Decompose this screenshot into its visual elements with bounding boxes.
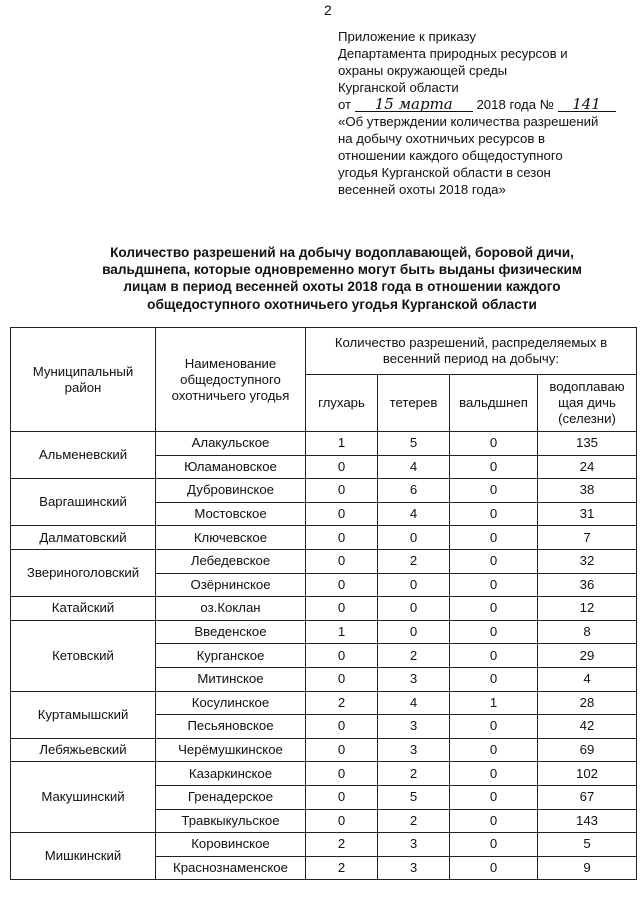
ground-cell: Мостовское — [156, 502, 306, 526]
appendix-line: Приложение к приказу — [338, 29, 477, 44]
subject-line: на добычу охотничьих ресурсов в — [338, 131, 545, 146]
header-waterfowl: водоплаваю щая дичь (селезни) — [538, 375, 637, 432]
appendix-block — [338, 28, 638, 198]
black-grouse-cell: 3 — [378, 715, 450, 739]
black-grouse-cell: 4 — [378, 691, 450, 715]
woodcock-cell: 0 — [450, 738, 538, 762]
black-grouse-cell: 2 — [378, 644, 450, 668]
table-body — [11, 432, 637, 880]
ground-cell: Озёрнинское — [156, 573, 306, 597]
title-line: вальдшнепа, которые одновременно могут быть выданы физическим — [102, 262, 582, 278]
black-grouse-cell: 0 — [378, 597, 450, 621]
capercaillie-cell: 0 — [306, 738, 378, 762]
ground-cell: Введенское — [156, 620, 306, 644]
waterfowl-cell: 8 — [538, 620, 637, 644]
table-row — [11, 479, 637, 503]
title-line: общедоступного охотничьего угодья Курганской области — [147, 296, 537, 312]
black-grouse-cell: 2 — [378, 809, 450, 833]
black-grouse-cell: 4 — [378, 502, 450, 526]
table-row — [11, 526, 637, 550]
woodcock-cell: 0 — [450, 502, 538, 526]
waterfowl-cell: 24 — [538, 455, 637, 479]
black-grouse-cell: 3 — [378, 738, 450, 762]
district-cell: Макушинский — [11, 762, 156, 833]
ground-cell: Песьяновское — [156, 715, 306, 739]
district-cell: Альменевский — [11, 432, 156, 479]
capercaillie-cell: 1 — [306, 432, 378, 456]
capercaillie-cell: 0 — [306, 762, 378, 786]
woodcock-cell: 0 — [450, 432, 538, 456]
title-line: Количество разрешений на добычу водоплавающей, боровой дичи, — [110, 245, 574, 260]
woodcock-cell: 0 — [450, 644, 538, 668]
woodcock-cell: 0 — [450, 620, 538, 644]
waterfowl-cell: 32 — [538, 549, 637, 573]
capercaillie-cell: 0 — [306, 455, 378, 479]
date-year: 2018 года № — [476, 97, 554, 112]
table-row — [11, 762, 637, 786]
black-grouse-cell: 2 — [378, 549, 450, 573]
waterfowl-cell: 69 — [538, 738, 637, 762]
black-grouse-cell: 6 — [378, 479, 450, 503]
appendix-line: Департамента природных ресурсов и — [338, 46, 568, 61]
ground-cell: Дубровинское — [156, 479, 306, 503]
woodcock-cell: 0 — [450, 715, 538, 739]
black-grouse-cell: 2 — [378, 762, 450, 786]
table-row — [11, 691, 637, 715]
table-row — [11, 738, 637, 762]
woodcock-cell: 1 — [450, 691, 538, 715]
waterfowl-cell: 143 — [538, 809, 637, 833]
capercaillie-cell: 0 — [306, 573, 378, 597]
district-cell: Мишкинский — [11, 833, 156, 880]
capercaillie-cell: 0 — [306, 549, 378, 573]
black-grouse-cell: 0 — [378, 526, 450, 550]
date-prefix: от — [338, 97, 352, 112]
ground-cell: Коровинское — [156, 833, 306, 857]
capercaillie-cell: 0 — [306, 644, 378, 668]
waterfowl-cell: 12 — [538, 597, 637, 621]
header-ground: Наименование общедоступного охотничьего угодья — [156, 328, 306, 432]
black-grouse-cell: 5 — [378, 785, 450, 809]
table-row — [11, 549, 637, 573]
woodcock-cell: 0 — [450, 785, 538, 809]
capercaillie-cell: 2 — [306, 691, 378, 715]
capercaillie-cell: 0 — [306, 479, 378, 503]
waterfowl-cell: 4 — [538, 667, 637, 691]
ground-cell: Краснознаменское — [156, 856, 306, 880]
woodcock-cell: 0 — [450, 526, 538, 550]
capercaillie-cell: 1 — [306, 620, 378, 644]
capercaillie-cell: 0 — [306, 667, 378, 691]
woodcock-cell: 0 — [450, 856, 538, 880]
permits-table — [10, 327, 637, 880]
subject-line: отношении каждого общедоступного — [338, 148, 563, 163]
waterfowl-cell: 5 — [538, 833, 637, 857]
waterfowl-cell: 102 — [538, 762, 637, 786]
capercaillie-cell: 2 — [306, 833, 378, 857]
capercaillie-cell: 0 — [306, 502, 378, 526]
district-cell: Лебяжьевский — [11, 738, 156, 762]
ground-cell: Ключевское — [156, 526, 306, 550]
capercaillie-cell: 0 — [306, 785, 378, 809]
district-cell: Варгашинский — [11, 479, 156, 526]
waterfowl-cell: 28 — [538, 691, 637, 715]
ground-cell: Гренадерское — [156, 785, 306, 809]
document-title — [72, 244, 612, 313]
table-row — [11, 833, 637, 857]
woodcock-cell: 0 — [450, 549, 538, 573]
waterfowl-cell: 9 — [538, 856, 637, 880]
woodcock-cell: 0 — [450, 573, 538, 597]
waterfowl-cell: 7 — [538, 526, 637, 550]
district-cell: Куртамышский — [11, 691, 156, 738]
capercaillie-cell: 0 — [306, 809, 378, 833]
table-row — [11, 597, 637, 621]
capercaillie-cell: 0 — [306, 715, 378, 739]
ground-cell: Черёмушкинское — [156, 738, 306, 762]
table-row — [11, 620, 637, 644]
waterfowl-cell: 29 — [538, 644, 637, 668]
woodcock-cell: 0 — [450, 479, 538, 503]
header-woodcock: вальдшнеп — [450, 375, 538, 432]
waterfowl-cell: 67 — [538, 785, 637, 809]
woodcock-cell: 0 — [450, 667, 538, 691]
ground-cell: Травкыкульское — [156, 809, 306, 833]
header-permits: Количество разрешений, распределяемых в весенний период на добычу: — [306, 328, 637, 375]
ground-cell: Курганское — [156, 644, 306, 668]
black-grouse-cell: 4 — [378, 455, 450, 479]
appendix-line: охраны окружающей среды — [338, 63, 508, 78]
black-grouse-cell: 3 — [378, 856, 450, 880]
woodcock-cell: 0 — [450, 455, 538, 479]
handwritten-date: 15 марта — [355, 97, 473, 112]
district-cell: Далматовский — [11, 526, 156, 550]
waterfowl-cell: 36 — [538, 573, 637, 597]
header-black-grouse: тетерев — [378, 375, 450, 432]
ground-cell: Косулинское — [156, 691, 306, 715]
black-grouse-cell: 3 — [378, 667, 450, 691]
black-grouse-cell: 5 — [378, 432, 450, 456]
title-line: лицам в период весенней охоты 2018 года в отношении каждого — [123, 279, 561, 295]
district-cell: Звериноголовский — [11, 549, 156, 596]
ground-cell: оз.Коклан — [156, 597, 306, 621]
black-grouse-cell: 0 — [378, 573, 450, 597]
subject-line: весенней охоты 2018 года» — [338, 182, 506, 197]
waterfowl-cell: 42 — [538, 715, 637, 739]
waterfowl-cell: 31 — [538, 502, 637, 526]
black-grouse-cell: 3 — [378, 833, 450, 857]
order-date-line — [338, 96, 638, 113]
ground-cell: Юламановское — [156, 455, 306, 479]
woodcock-cell: 0 — [450, 597, 538, 621]
handwritten-order-number: 141 — [558, 97, 616, 112]
appendix-line: Курганской области — [338, 80, 459, 95]
subject-line: «Об утверждении количества разрешений — [338, 114, 599, 129]
woodcock-cell: 0 — [450, 762, 538, 786]
ground-cell: Казаркинское — [156, 762, 306, 786]
header-district: Муниципальный район — [11, 328, 156, 432]
waterfowl-cell: 135 — [538, 432, 637, 456]
subject-line: угодья Курганской области в сезон — [338, 165, 551, 180]
woodcock-cell: 0 — [450, 833, 538, 857]
table-row — [11, 432, 637, 456]
woodcock-cell: 0 — [450, 809, 538, 833]
black-grouse-cell: 0 — [378, 620, 450, 644]
capercaillie-cell: 2 — [306, 856, 378, 880]
waterfowl-cell: 38 — [538, 479, 637, 503]
capercaillie-cell: 0 — [306, 597, 378, 621]
ground-cell: Лебедевское — [156, 549, 306, 573]
ground-cell: Митинское — [156, 667, 306, 691]
ground-cell: Алакульское — [156, 432, 306, 456]
district-cell: Катайский — [11, 597, 156, 621]
capercaillie-cell: 0 — [306, 526, 378, 550]
page-number: 2 — [324, 2, 332, 18]
district-cell: Кетовский — [11, 620, 156, 691]
header-capercaillie: глухарь — [306, 375, 378, 432]
